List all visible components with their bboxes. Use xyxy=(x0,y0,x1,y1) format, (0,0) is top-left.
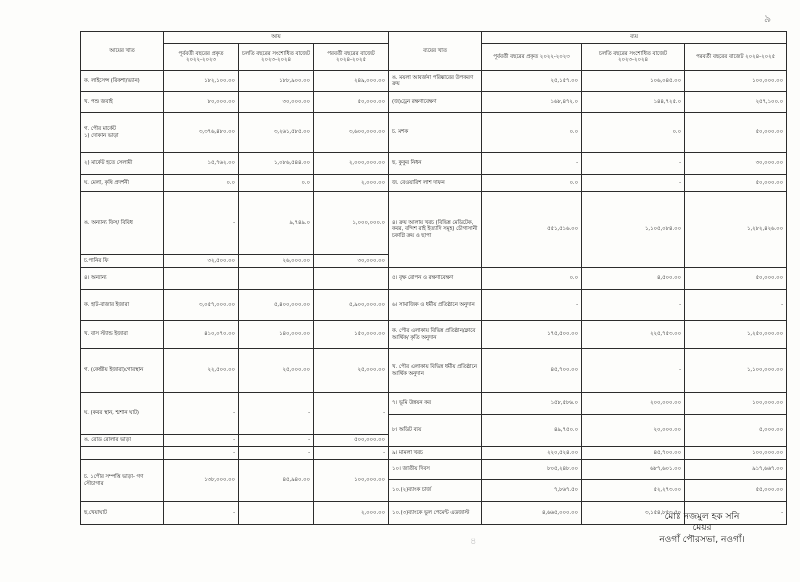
expense-label: ৪। ক্রয় আলায় খরচ (বিভিন্ন মেডিটেক, কবর, বন্দিশ রাই ইত্যাদি সমূহ) চৌগাসানী চকাগ্নি ক্রয় ও ছাপা xyxy=(389,192,482,268)
expense-next: ৫০,০০০.০০ xyxy=(685,268,787,290)
income-curr: ০.০ xyxy=(239,175,314,192)
col-prev-income: পূর্ববর্তী বছরের প্রকৃত ২০২২-২০২৩ xyxy=(164,44,239,71)
expense-curr: ২০,০০০.০০ xyxy=(582,415,685,447)
income-prev: ৩,০৫৭,০০০.০০ xyxy=(164,290,239,321)
income-prev: - xyxy=(164,192,239,255)
expense-label: ছ. কুকুর নিধন xyxy=(389,153,482,175)
expense-next: ৩০,০০০.০০ xyxy=(685,153,787,175)
income-head: আয়ের খাত xyxy=(81,32,164,71)
income-label: গ. (কেন্দ্রীয় ইজারা)গোরস্থান xyxy=(81,349,164,393)
income-next: ১০০,০০০.০০ xyxy=(314,460,389,502)
expense-curr: ৫২,২৭৩.০০ xyxy=(582,480,685,502)
income-next: ৫,৯০০,০০০.০০ xyxy=(314,290,389,321)
expense-prev: ৮০৫,২৪৮.০০ xyxy=(482,460,582,480)
signature-title: মেয়র xyxy=(692,523,712,534)
income-next: - xyxy=(314,447,389,460)
expense-label: ১০.(৩)ব্যাংকে ভুল পেমেন্ট এডজাস্ট xyxy=(389,502,482,525)
income-prev xyxy=(164,268,239,290)
income-curr: ২৫,০০০.০০ xyxy=(239,349,314,393)
income-curr: - xyxy=(239,393,314,435)
table-row xyxy=(81,447,787,460)
income-curr xyxy=(239,268,314,290)
income-label: চ.পানির ফি xyxy=(81,255,164,268)
expense-prev: ১৬৮,৪৭২.০ xyxy=(482,92,582,113)
expense-next: ১,২৫০,০০০.০০ xyxy=(685,321,787,349)
expense-curr: ৬৮৭,৬০১.০০ xyxy=(582,460,685,480)
expense-next: ১০০,০০০.০০ xyxy=(685,447,787,460)
col-curr-expense: চলতি বছরের সংশোধিত বাজেট ২০২৩-২০২৪ xyxy=(582,44,685,71)
expense-prev: ৫৫১,৫১৬.০০ xyxy=(482,192,582,268)
income-curr: ৩,২৬১,৫৮৫.০০ xyxy=(239,113,314,153)
expense-curr: ২০০,০০০.০০ xyxy=(582,393,685,415)
income-prev: ৪১০,০৭০.০০ xyxy=(164,321,239,349)
expense-curr: - xyxy=(582,290,685,321)
col-prev-expense: পূর্ববর্তী বছরের প্রকৃত ২০২২-২০২৩ xyxy=(482,44,582,71)
income-next: ১,০০০,০০০.০ xyxy=(314,192,389,255)
expense-label: ৯। মামলা খরচ xyxy=(389,447,482,460)
expense-label: ক. পৌর এলাকায় বিভিন্ন প্রতিষ্ঠান/ক্লাবে আর্থিক/ কৃতি অনুদান xyxy=(389,321,482,349)
expense-next: - xyxy=(685,502,787,525)
income-label: ক. হাট-বাজার ইজারা xyxy=(81,290,164,321)
expense-label: (জ)ড্রেন রক্ষণাবেক্ষণ xyxy=(389,92,482,113)
income-next: ৫০০,০০০.০০ xyxy=(314,435,389,447)
expense-prev: ২২০,৫২৪.০০ xyxy=(482,447,582,460)
expense-curr: - xyxy=(582,153,685,175)
income-curr: ৩০,০০০.০০ xyxy=(239,92,314,113)
income-next: ৩০,০০০.০০ xyxy=(314,255,389,268)
income-prev: ৩২,৫০০.০০ xyxy=(164,255,239,268)
expense-label: ঙ. ময়লা আবর্জনা পরিষ্কারের উপকরণ ক্রয় xyxy=(389,71,482,92)
expense-label: খ. পৌর এলাকায় বিভিন্ন ধর্মীয় প্রতিষ্ঠানে আর্থিক অনুদান xyxy=(389,349,482,393)
expense-label: ৭। ভূমি উন্নয়ন কর xyxy=(389,393,482,415)
income-label: ঙ. রোড রোলার ভাড়া xyxy=(81,435,164,447)
income-curr: ২৬,০০০.০০ xyxy=(239,255,314,268)
expense-next: ৫৫,০০০.০০ xyxy=(685,480,787,502)
expense-prev: ১৫৮,৫৮৬.০ xyxy=(482,393,582,415)
income-label: ঘ. (কবর স্থান, শ্মশান ঘাট) xyxy=(81,393,164,435)
expense-next: ১০০,০০০.০০ xyxy=(685,393,787,415)
expense-prev: ০.০ xyxy=(482,175,582,192)
expense-curr: ১৪৪,৭২৫.০ xyxy=(582,92,685,113)
expense-label: ৮। অডিট ব্যয় xyxy=(389,415,482,447)
income-label: চ. ১পৌর সম্পত্তি ভাড়া- গণ সৌচাগার xyxy=(81,460,164,502)
income-next: ২৫,০০০.০০ xyxy=(314,349,389,393)
expense-prev: ৪,৬৬৫,০০০.০০ xyxy=(482,502,582,525)
income-label: ছ.খেয়াঘাট xyxy=(81,502,164,525)
income-prev: - xyxy=(164,435,239,447)
income-label: খ. বাস স্ট্যান্ড ইজারা xyxy=(81,321,164,349)
expense-prev: - xyxy=(482,290,582,321)
expense-next: ৯১৭,৬৬৭.০০ xyxy=(685,460,787,480)
page-number: ৯ xyxy=(764,12,772,25)
table-row xyxy=(81,92,787,113)
income-prev: ৩,৩৭৬,৪৮০.০০ xyxy=(164,113,239,153)
income-prev: ১৮২,১০০.০০ xyxy=(164,71,239,92)
income-prev: ১৫,৭৬২.০০ xyxy=(164,153,239,175)
table-row xyxy=(81,153,787,175)
expense-curr: ২২৫,৭৫৩.০০ xyxy=(582,321,685,349)
income-curr: ১,০৮৬,৫৪৪.০০ xyxy=(239,153,314,175)
table-row xyxy=(81,113,787,153)
income-prev: ২২,৫০০.০০ xyxy=(164,349,239,393)
faint-mark: ৪ xyxy=(470,536,477,547)
income-label: গ. পৌর মার্কেট ১) দোকান ভাড়া xyxy=(81,113,164,153)
income-curr: ১৮৮,৯০০.০০ xyxy=(239,71,314,92)
expense-label: ৬। সামাজিক ও ধর্মীয় প্রতিষ্ঠানে অনুদান xyxy=(389,290,482,321)
expense-curr: ৩,১৫৪,৮৫৩.৫০ xyxy=(582,502,685,525)
expense-prev: ১৭৫,৫০০.০০ xyxy=(482,321,582,349)
income-curr: ৪৫,৯৪০.০০ xyxy=(239,460,314,502)
table-row xyxy=(81,290,787,321)
expense-curr: ১০৬,০৪৫.০০ xyxy=(582,71,685,92)
income-curr: ৫,৪০০,০০০.০০ xyxy=(239,290,314,321)
signature-block xyxy=(622,512,782,546)
expense-next: - xyxy=(685,290,787,321)
expense-curr: - xyxy=(582,349,685,393)
income-curr: - xyxy=(239,447,314,460)
income-curr xyxy=(239,502,314,525)
income-next xyxy=(314,268,389,290)
income-prev: ০.০ xyxy=(164,175,239,192)
expense-next: ২৫৭,১০০.০ xyxy=(685,92,787,113)
expense-prev: ৪৫,৭০০.০০ xyxy=(482,349,582,393)
expense-prev: - xyxy=(482,153,582,175)
expense-prev: ২৫,১৫৭.০০ xyxy=(482,71,582,92)
expense-curr: - xyxy=(582,175,685,192)
income-label: ৪। অন্যান্য xyxy=(81,268,164,290)
expense-curr: ০.০ xyxy=(582,113,685,153)
table-row xyxy=(81,192,787,255)
income-prev: ৮০,০০০.০০ xyxy=(164,92,239,113)
expense-label: ১০.(২)ব্যাংক চার্জ xyxy=(389,480,482,502)
income-curr: - xyxy=(239,435,314,447)
expense-head: ব্যয়ের খাত xyxy=(389,32,482,71)
expense-label: ৫। বৃক্ষ রোপন ও রক্ষণাবেক্ষণ xyxy=(389,268,482,290)
income-next: ৫০,০০০.০০ xyxy=(314,92,389,113)
income-prev: - xyxy=(164,447,239,460)
table-row xyxy=(81,321,787,349)
signature-org: নওগাঁ পৌরসভা, নওগাঁ। xyxy=(659,534,745,545)
income-next: ২,০০০,০০০.০০ xyxy=(314,153,389,175)
signature-name: মোঃ নজমুল হক সনি xyxy=(664,512,740,522)
table-row xyxy=(81,71,787,92)
expense-prev: ৭,৮৬৭.৫০ xyxy=(482,480,582,502)
budget-table xyxy=(80,31,787,525)
income-label: ২) মার্কেট হতে সেলামী xyxy=(81,153,164,175)
col-next-expense: পরবর্তী বছরের বাজেট ২০২৪-২০২৫ xyxy=(685,44,787,71)
expense-next: ১০০,০০০.০০ xyxy=(685,71,787,92)
expense-next: ১,১০০,০০০.০০ xyxy=(685,349,787,393)
col-next-income: পরবর্তী বছরের বাজেট ২০২৪-২০২৫ xyxy=(314,44,389,71)
expense-label: চ. মশক xyxy=(389,113,482,153)
expense-prev: ০.০ xyxy=(482,268,582,290)
col-curr-income: চলতি বছরের সংশোধিত বাজেট ২০২৩-২০২৪ xyxy=(239,44,314,71)
expense-next: ৫০,০০০.০০ xyxy=(685,113,787,153)
income-label xyxy=(81,447,164,460)
income-next: ২,০০০.০০ xyxy=(314,502,389,525)
income-next: ৩,৬০০,০০০.০০ xyxy=(314,113,389,153)
table-row xyxy=(81,268,787,290)
expense-curr: ৪৫,৭০০.০০ xyxy=(582,447,685,460)
expense-next: ৫০,০০০.০০ xyxy=(685,175,787,192)
income-curr: ১৪০,০০০.০০ xyxy=(239,321,314,349)
expense-curr: ১,১০৫,০৮৪.০০ xyxy=(582,192,685,268)
income-next: - xyxy=(314,393,389,435)
expense-label: জ. বেওয়ারিশ লাশ দাফন xyxy=(389,175,482,192)
income-prev: ১৩৮,০০০.০০ xyxy=(164,460,239,502)
expense-prev: ৪৯,৭৫০.০ xyxy=(482,415,582,447)
income-next: ১৫০,০০০.০০ xyxy=(314,321,389,349)
income-prev: - xyxy=(164,502,239,525)
expense-label: ১০। জাতীয় দিবস xyxy=(389,460,482,480)
income-label: ক. লাইসেন্স (রিকশা/ভ্যান) xyxy=(81,71,164,92)
income-curr: ৯,৭৪৯.০ xyxy=(239,192,314,255)
expense-curr: ৪,৫০০.০০ xyxy=(582,268,685,290)
expense-prev: ০.০ xyxy=(482,113,582,153)
table-row xyxy=(81,460,787,480)
income-prev: - xyxy=(164,393,239,435)
income-next: ২,০০০.০০ xyxy=(314,175,389,192)
expense-next: ৫,০০০.০০ xyxy=(685,415,787,447)
table-row xyxy=(81,349,787,393)
table-row xyxy=(81,175,787,192)
income-label: খ. পশু জবাই xyxy=(81,92,164,113)
table-row xyxy=(81,393,787,415)
income-next: ২৪৯,০০০.০০ xyxy=(314,71,389,92)
expense-group-head: ব্যয় xyxy=(482,32,787,44)
expense-next: ১,২৮২,৪২৬.০০ xyxy=(685,192,787,268)
income-label: ঙ. অন্যান্য ফিস/ বিবিধ xyxy=(81,192,164,255)
income-group-head: আয় xyxy=(164,32,389,44)
income-label: ঘ. মেলা, কৃষি প্রদর্শনী xyxy=(81,175,164,192)
